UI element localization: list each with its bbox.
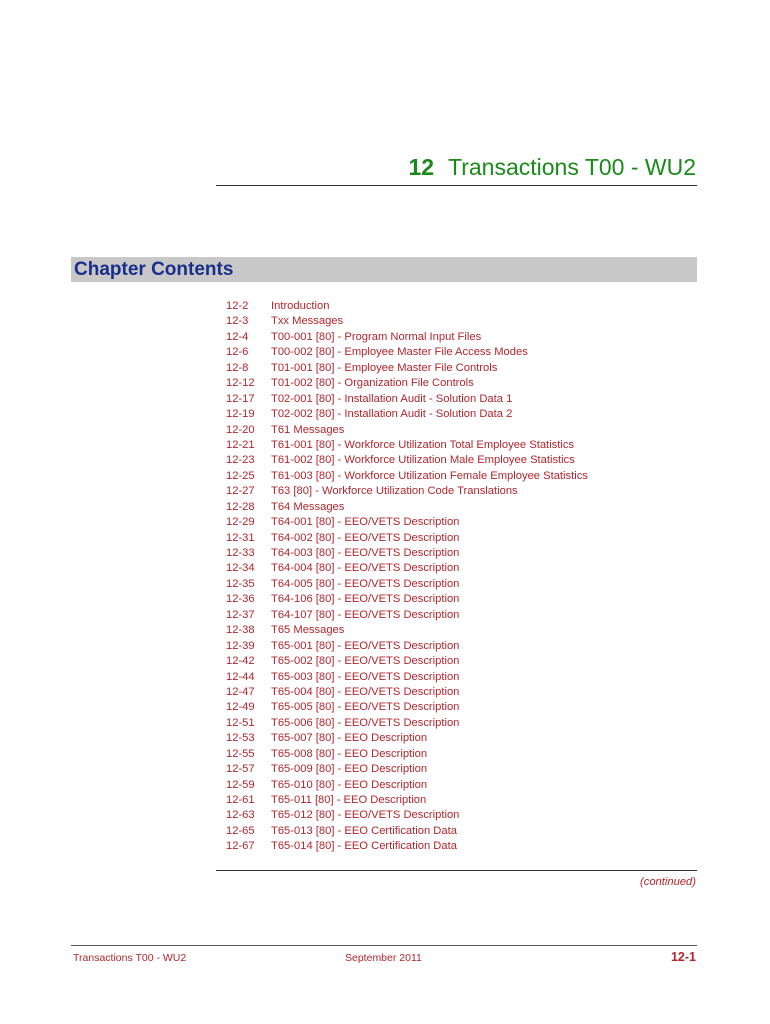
toc-entry-title[interactable]: T01-002 [80] - Organization File Controls bbox=[271, 377, 474, 390]
toc-entry-title[interactable]: T61 Messages bbox=[271, 423, 345, 436]
toc-entry-title[interactable]: T65-007 [80] - EEO Description bbox=[271, 732, 428, 745]
toc-entry[interactable] bbox=[226, 639, 696, 654]
toc-entry[interactable] bbox=[226, 747, 696, 762]
toc-page-number[interactable]: 12-31 bbox=[226, 531, 255, 544]
toc-page-number[interactable]: 12-4 bbox=[226, 330, 249, 343]
toc-page-number[interactable]: 12-35 bbox=[226, 577, 255, 590]
toc-entry[interactable] bbox=[226, 392, 696, 407]
toc-entry-title[interactable]: T65-008 [80] - EEO Description bbox=[271, 747, 428, 760]
toc-page-number[interactable]: 12-25 bbox=[226, 469, 255, 482]
toc-page-number[interactable]: 12-38 bbox=[226, 624, 255, 637]
toc-page-number[interactable]: 12-33 bbox=[226, 547, 255, 559]
toc-entry-title[interactable]: T02-001 [80] - Installation Audit - Solution Data 1 bbox=[271, 392, 513, 405]
chapter-contents-bar bbox=[71, 257, 697, 282]
toc-page-number[interactable]: 12-61 bbox=[226, 794, 255, 806]
toc-entry[interactable] bbox=[226, 762, 696, 777]
toc-entry-title[interactable]: T00-002 [80] - Employee Master File Access Modes bbox=[271, 346, 528, 359]
toc-entry[interactable] bbox=[226, 608, 696, 623]
chapter-title: Transactions T00 - WU2 bbox=[448, 154, 696, 180]
toc-entry-title[interactable]: T65-005 [80] - EEO/VETS Description bbox=[271, 701, 460, 714]
toc-page-number[interactable]: 12-34 bbox=[226, 562, 255, 575]
toc-entry[interactable] bbox=[226, 839, 696, 854]
toc-entry[interactable] bbox=[226, 546, 696, 561]
toc-entry-title[interactable]: T61-001 [80] - Workforce Utilization Total Employee Statistics bbox=[271, 438, 575, 451]
toc-entry-title[interactable]: T65 Messages bbox=[271, 624, 345, 637]
chapter-number: 12 bbox=[408, 154, 435, 180]
toc-page-number[interactable]: 12-2 bbox=[226, 300, 249, 312]
contents-divider bbox=[216, 870, 697, 871]
toc-page-number[interactable]: 12-57 bbox=[226, 763, 255, 776]
toc-entry-title[interactable]: T61-002 [80] - Workforce Utilization Male Employee Statistics bbox=[271, 454, 575, 467]
toc-page-number[interactable]: 12-6 bbox=[226, 346, 249, 359]
toc-entry-title[interactable]: T01-001 [80] - Employee Master File Controls bbox=[271, 361, 498, 374]
toc-entry[interactable] bbox=[226, 423, 696, 438]
toc-page-number[interactable]: 12-3 bbox=[226, 315, 249, 328]
toc-entry[interactable] bbox=[226, 376, 696, 391]
toc-page-number[interactable]: 12-27 bbox=[226, 485, 255, 498]
toc-entry-title[interactable]: T65-010 [80] - EEO Description bbox=[271, 778, 428, 791]
toc-page-number[interactable]: 12-59 bbox=[226, 778, 255, 791]
toc-entry[interactable] bbox=[226, 361, 696, 376]
toc-entry-title[interactable]: T65-011 [80] - EEO Description bbox=[271, 794, 427, 806]
toc-entry[interactable] bbox=[226, 515, 696, 530]
toc-entry-title[interactable]: T61-003 [80] - Workforce Utilization Female Employee Statistics bbox=[271, 469, 588, 482]
toc-entry-title[interactable]: T64 Messages bbox=[271, 500, 345, 513]
toc-entry[interactable] bbox=[226, 345, 696, 360]
heading-divider bbox=[216, 185, 697, 186]
toc-entry-title[interactable]: T64-106 [80] - EEO/VETS Description bbox=[271, 593, 460, 606]
toc-entry[interactable] bbox=[226, 700, 696, 715]
toc-page-number[interactable]: 12-55 bbox=[226, 747, 255, 760]
toc-entry-title[interactable]: T00-001 [80] - Program Normal Input Files bbox=[271, 330, 482, 343]
toc-entry-title[interactable]: T65-012 [80] - EEO/VETS Description bbox=[271, 809, 460, 822]
toc-page-number[interactable]: 12-23 bbox=[226, 454, 255, 467]
toc-page-number[interactable]: 12-63 bbox=[226, 809, 255, 822]
toc-entry[interactable] bbox=[226, 577, 696, 592]
toc-entry[interactable] bbox=[226, 484, 696, 499]
toc-entry[interactable] bbox=[226, 330, 696, 345]
toc-entry[interactable] bbox=[226, 716, 696, 731]
toc-entry[interactable] bbox=[226, 469, 696, 484]
toc-page-number[interactable]: 12-12 bbox=[226, 377, 255, 390]
chapter-heading bbox=[408, 154, 696, 181]
toc-entry[interactable] bbox=[226, 438, 696, 453]
toc-page-number[interactable]: 12-37 bbox=[226, 608, 255, 621]
toc-entry[interactable] bbox=[226, 808, 696, 823]
toc-entry-title[interactable]: T64-004 [80] - EEO/VETS Description bbox=[271, 562, 460, 575]
toc-entry[interactable] bbox=[226, 561, 696, 576]
toc-entry-title[interactable]: Introduction bbox=[271, 300, 330, 312]
toc-entry[interactable] bbox=[226, 299, 696, 314]
toc-entry-title[interactable]: T64-005 [80] - EEO/VETS Description bbox=[271, 577, 460, 590]
footer-document-title: Transactions T00 - WU2 bbox=[73, 952, 187, 964]
continued-note: (continued) bbox=[640, 876, 696, 888]
toc-page-number[interactable]: 12-51 bbox=[226, 716, 255, 729]
toc-entry-title[interactable]: T65-003 [80] - EEO/VETS Description bbox=[271, 670, 460, 683]
toc-entry-title[interactable]: T65-004 [80] - EEO/VETS Description bbox=[271, 685, 460, 698]
toc-page-number[interactable]: 12-39 bbox=[226, 639, 255, 652]
toc-entry-title[interactable]: T64-002 [80] - EEO/VETS Description bbox=[271, 531, 460, 544]
toc-page-number[interactable]: 12-65 bbox=[226, 824, 255, 837]
toc-page-number[interactable]: 12-44 bbox=[226, 670, 255, 683]
toc-page-number[interactable]: 12-36 bbox=[226, 593, 255, 606]
toc-entry-title[interactable]: T64-001 [80] - EEO/VETS Description bbox=[271, 516, 460, 529]
toc-page-number[interactable]: 12-28 bbox=[226, 500, 255, 513]
toc-entry-title[interactable]: T65-014 [80] - EEO Certification Data bbox=[271, 840, 457, 853]
toc-entry[interactable] bbox=[226, 453, 696, 468]
toc-page-number[interactable]: 12-20 bbox=[226, 423, 255, 436]
toc-entry-title[interactable]: T65-002 [80] - EEO/VETS Description bbox=[271, 655, 460, 668]
toc-entry[interactable] bbox=[226, 685, 696, 700]
toc-page-number[interactable]: 12-47 bbox=[226, 685, 255, 698]
toc-entry[interactable] bbox=[226, 314, 696, 329]
toc-entry[interactable] bbox=[226, 731, 696, 746]
toc-page-number[interactable]: 12-49 bbox=[226, 701, 255, 714]
toc-entry-title[interactable]: T64-003 [80] - EEO/VETS Description bbox=[271, 547, 460, 559]
toc-entry-title[interactable]: T65-009 [80] - EEO Description bbox=[271, 763, 428, 776]
toc-entry[interactable] bbox=[226, 407, 696, 422]
toc-entry-title[interactable]: T64-107 [80] - EEO/VETS Description bbox=[271, 608, 460, 621]
toc-entry-title[interactable]: T02-002 [80] - Installation Audit - Solution Data 2 bbox=[271, 408, 513, 421]
toc-page-number[interactable]: 12-17 bbox=[226, 392, 255, 405]
toc-entry[interactable] bbox=[226, 654, 696, 669]
toc-entry[interactable] bbox=[226, 531, 696, 546]
toc-page-number[interactable]: 12-19 bbox=[226, 408, 255, 421]
toc-entry[interactable] bbox=[226, 500, 696, 515]
toc-entry-title[interactable]: T65-001 [80] - EEO/VETS Description bbox=[271, 639, 460, 652]
toc-page-number[interactable]: 12-8 bbox=[226, 361, 249, 374]
toc-entry[interactable] bbox=[226, 778, 696, 793]
toc-entry-title[interactable]: T65-013 [80] - EEO Certification Data bbox=[271, 824, 457, 837]
toc-page-number[interactable]: 12-21 bbox=[226, 438, 255, 451]
toc-entry-title[interactable]: Txx Messages bbox=[271, 315, 344, 328]
toc-entry[interactable] bbox=[226, 623, 696, 638]
toc-entry[interactable] bbox=[226, 793, 696, 808]
toc-page-number[interactable]: 12-29 bbox=[226, 516, 255, 529]
footer-page-number: 12-1 bbox=[670, 950, 696, 964]
toc-entry[interactable] bbox=[226, 824, 696, 839]
toc-page-number[interactable]: 12-67 bbox=[226, 840, 255, 853]
toc-entry-title[interactable]: T63 [80] - Workforce Utilization Code Translations bbox=[271, 485, 518, 498]
toc-entry[interactable] bbox=[226, 670, 696, 685]
table-of-contents bbox=[226, 299, 696, 855]
footer-date: September 2011 bbox=[345, 952, 422, 964]
chapter-contents-title: Chapter Contents bbox=[74, 259, 234, 280]
footer-divider bbox=[71, 945, 697, 946]
toc-entry-title[interactable]: T65-006 [80] - EEO/VETS Description bbox=[271, 716, 460, 729]
toc-page-number[interactable]: 12-53 bbox=[226, 732, 255, 745]
toc-entry[interactable] bbox=[226, 592, 696, 607]
toc-page-number[interactable]: 12-42 bbox=[226, 655, 255, 668]
